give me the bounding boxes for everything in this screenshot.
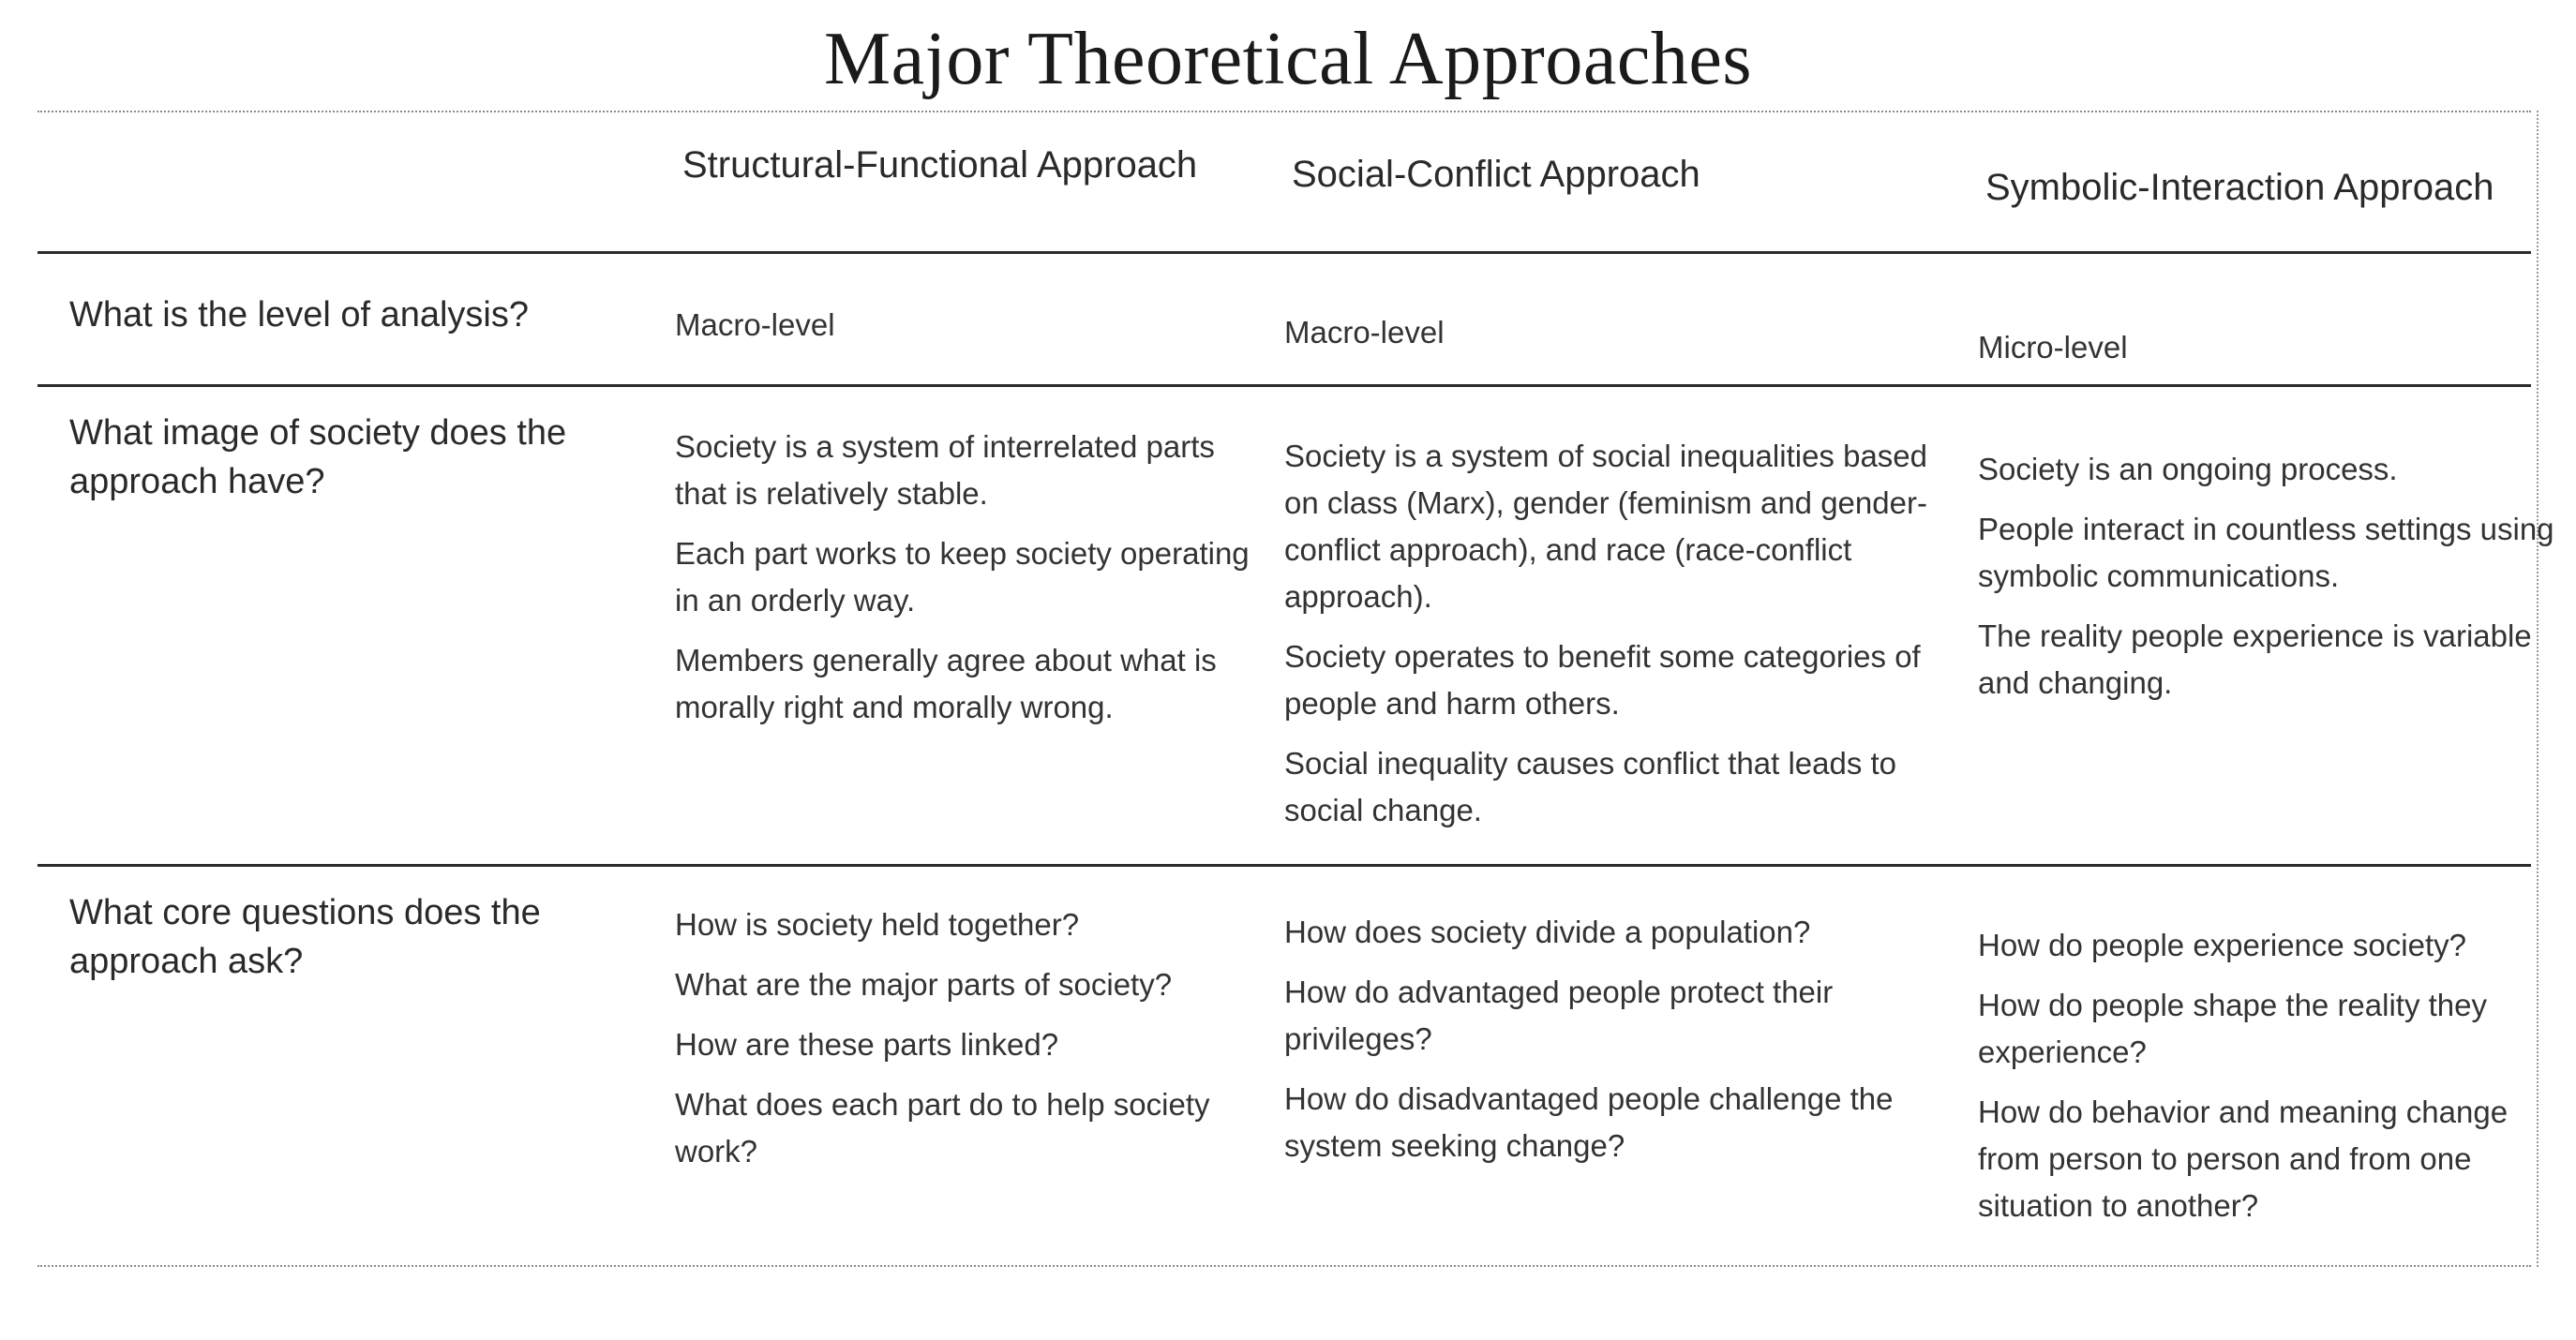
cell-questions-structural-functional [675, 901, 1256, 1188]
cell-text: How do people shape the reality they experience? [1978, 988, 2488, 1069]
cell-text: The reality people experience is variable and changing. [1978, 618, 2532, 700]
cell-text: Members generally agree about what is morally right and morally wrong. [675, 643, 1217, 724]
cell-text: Society is a system of interrelated parts that is relatively stable. [675, 429, 1215, 511]
row-1-bottom-rule [37, 384, 2531, 387]
cell-text: Micro-level [1978, 330, 2128, 365]
header-bottom-rule [37, 251, 2531, 254]
column-header-structural-functional: Structural-Functional Approach [682, 144, 1198, 186]
cell-text: Macro-level [675, 307, 835, 342]
row-2-bottom-rule [37, 864, 2531, 867]
cell-image-social-conflict [1284, 433, 1940, 847]
cell-text: Society is a system of social inequalities based on class (Marx), gender (feminism and gender-conflict approach), and race (race-conflict approach). [1284, 439, 1928, 614]
cell-text: Each part works to keep society operating in an orderly way. [675, 536, 1250, 618]
cell-text: People interact in countless settings using symbolic communications. [1978, 512, 2554, 593]
column-header-symbolic-interaction: Symbolic-Interaction Approach [1985, 167, 2494, 208]
cell-text: How does society divide a population? [1284, 915, 1811, 949]
cell-text: How are these parts linked? [675, 1027, 1059, 1062]
cell-text: How do people experience society? [1978, 928, 2466, 962]
cell-text: Society operates to benefit some categories of people and harm others. [1284, 639, 1921, 721]
row-question-core-questions: What core questions does the approach ask? [69, 893, 541, 981]
cell-text: How do advantaged people protect their privileges? [1284, 975, 1834, 1056]
bottom-rule [37, 1265, 2531, 1267]
cell-questions-symbolic-interaction [1978, 922, 2559, 1243]
cell-level-structural-functional [675, 302, 1256, 362]
cell-level-symbolic-interaction [1978, 324, 2559, 384]
cell-image-structural-functional [675, 424, 1256, 744]
top-rule [37, 111, 2531, 112]
table-title: Major Theoretical Approaches [824, 18, 1752, 100]
cell-text: How do disadvantaged people challenge the system seeking change? [1284, 1081, 1894, 1163]
row-question-level-of-analysis: What is the level of analysis? [69, 295, 530, 335]
row-question-image-of-society: What image of society does the approach have? [69, 413, 567, 501]
cell-questions-social-conflict [1284, 909, 1940, 1183]
column-header-social-conflict: Social-Conflict Approach [1292, 154, 1700, 195]
cell-text: Social inequality causes conflict that leads to social change. [1284, 746, 1897, 827]
cell-text: What does each part do to help society work? [675, 1087, 1210, 1169]
cell-text: What are the major parts of society? [675, 967, 1173, 1002]
cell-level-social-conflict [1284, 309, 1940, 369]
cell-text: How do behavior and meaning change from person to person and from one situation to another? [1978, 1094, 2509, 1223]
cell-text: Macro-level [1284, 315, 1445, 350]
cell-image-symbolic-interaction [1978, 446, 2559, 720]
cell-text: Society is an ongoing process. [1978, 452, 2398, 486]
cell-text: How is society held together? [675, 907, 1080, 942]
